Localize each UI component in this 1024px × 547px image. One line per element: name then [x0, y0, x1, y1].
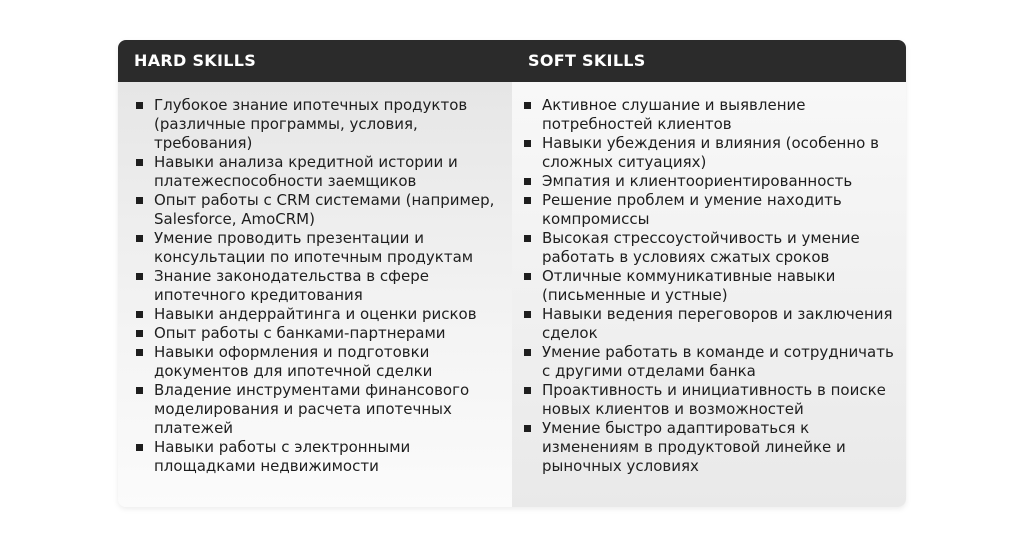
skills-table	[118, 40, 906, 507]
bullet-icon	[524, 140, 531, 147]
list-item	[522, 172, 900, 191]
soft-skill-text: Активное слушание и выявление потребностей клиентов	[542, 96, 806, 133]
hard-skill-text: Опыт работы с банками-партнерами	[154, 324, 446, 342]
bullet-icon	[524, 425, 531, 432]
hard-skill-text: Знание законодательства в сфере ипотечного кредитования	[154, 267, 429, 304]
hard-skill-text: Навыки анализа кредитной истории и платежеспособности заемщиков	[154, 153, 458, 190]
list-item	[134, 305, 506, 324]
bullet-icon	[136, 159, 143, 166]
soft-skill-text: Навыки ведения переговоров и заключения сделок	[542, 305, 893, 342]
list-item	[134, 324, 506, 343]
table-body	[118, 82, 906, 507]
bullet-icon	[136, 311, 143, 318]
bullet-icon	[136, 349, 143, 356]
list-item	[522, 305, 900, 343]
hard-skill-text: Навыки оформления и подготовки документов для ипотечной сделки	[154, 343, 433, 380]
bullet-icon	[136, 197, 143, 204]
soft-skill-text: Отличные коммуникативные навыки (письменные и устные)	[542, 267, 836, 304]
table-header	[118, 40, 906, 82]
soft-skills-heading: SOFT SKILLS	[528, 51, 646, 70]
list-item	[134, 153, 506, 191]
list-item	[134, 229, 506, 267]
soft-skill-text: Проактивность и инициативность в поиске новых клиентов и возможностей	[542, 381, 886, 418]
soft-skill-text: Навыки убеждения и влияния (особенно в сложных ситуациях)	[542, 134, 879, 171]
soft-skill-text: Умение быстро адаптироваться к изменениям в продуктовой линейке и рыночных условиях	[542, 419, 846, 475]
bullet-icon	[136, 444, 143, 451]
list-item	[522, 191, 900, 229]
soft-skill-text: Высокая стрессоустойчивость и умение работать в условиях сжатых сроков	[542, 229, 860, 266]
hard-skills-list	[134, 96, 506, 476]
list-item	[522, 96, 900, 134]
hard-skills-heading: HARD SKILLS	[134, 51, 257, 70]
bullet-icon	[136, 330, 143, 337]
bullet-icon	[136, 387, 143, 394]
bullet-icon	[524, 349, 531, 356]
soft-skill-text: Умение работать в команде и сотрудничать с другими отделами банка	[542, 343, 894, 380]
list-item	[522, 267, 900, 305]
hard-skill-text: Опыт работы с CRM системами (например, Salesforce, AmoCRM)	[154, 191, 495, 228]
list-item	[522, 343, 900, 381]
soft-skills-column	[512, 82, 906, 507]
soft-skill-text: Эмпатия и клиентоориентированность	[542, 172, 853, 190]
list-item	[134, 343, 506, 381]
bullet-icon	[524, 311, 531, 318]
bullet-icon	[524, 273, 531, 280]
list-item	[134, 191, 506, 229]
list-item	[134, 438, 506, 476]
hard-skills-column	[118, 82, 512, 507]
list-item	[134, 267, 506, 305]
list-item	[522, 134, 900, 172]
bullet-icon	[524, 102, 531, 109]
list-item	[522, 381, 900, 419]
bullet-icon	[524, 235, 531, 242]
bullet-icon	[136, 273, 143, 280]
bullet-icon	[136, 235, 143, 242]
list-item	[522, 419, 900, 476]
list-item	[522, 229, 900, 267]
hard-skill-text: Владение инструментами финансового моделирования и расчета ипотечных платежей	[154, 381, 470, 437]
hard-skill-text: Навыки андеррайтинга и оценки рисков	[154, 305, 477, 323]
bullet-icon	[136, 102, 143, 109]
bullet-icon	[524, 197, 531, 204]
bullet-icon	[524, 387, 531, 394]
bullet-icon	[524, 178, 531, 185]
soft-skills-list	[522, 96, 900, 476]
list-item	[134, 381, 506, 438]
hard-skill-text: Глубокое знание ипотечных продуктов (различные программы, условия, требования)	[154, 96, 468, 152]
hard-skill-text: Умение проводить презентации и консультации по ипотечным продуктам	[154, 229, 474, 266]
hard-skill-text: Навыки работы с электронными площадками недвижимости	[154, 438, 411, 475]
list-item	[134, 96, 506, 153]
soft-skill-text: Решение проблем и умение находить компромиссы	[542, 191, 842, 228]
